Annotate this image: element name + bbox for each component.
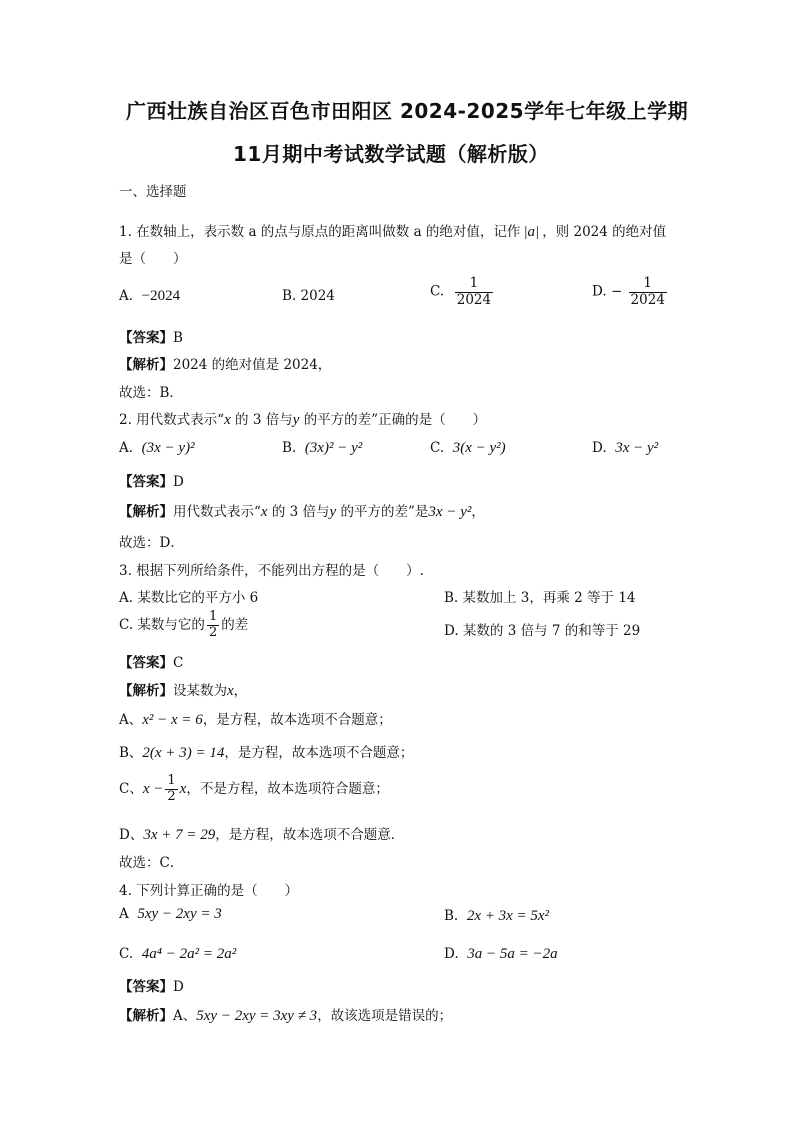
q1-answer: 【答案】B [119, 330, 183, 346]
q3-line-d: D、3x + 7 = 29，是方程，故本选项不合题意． [119, 827, 405, 843]
q4-option-d: D. 3a − 5a = −2a [444, 946, 558, 962]
q1-option-b-value: 2024 [300, 288, 335, 304]
q3-option-a: A. 某数比它的平方小 6 [119, 590, 259, 606]
q4-option-a: A 5xy − 2xy = 3 [119, 906, 222, 922]
q3-line-b: B、2(x + 3) = 14，是方程，故本选项不合题意； [119, 745, 414, 761]
q3-option-b: B. 某数加上 3，再乘 2 等于 14 [444, 590, 636, 606]
q2-answer: 【答案】D [119, 474, 184, 490]
q1-stem [119, 220, 666, 241]
q2-option-d: D. 3x − y² [592, 440, 659, 456]
q1-option-a [119, 288, 180, 305]
q1-option-c-label: C. [430, 283, 445, 300]
q1-option-b-label: B. [282, 288, 297, 304]
section-heading: 一、选择题 [119, 184, 187, 200]
q1-stem-b: ，则 2024 的绝对值 [542, 224, 667, 240]
title-line-1: 广西壮族自治区百色市田阳区 2024-2025学年七年级上学期 [126, 99, 689, 123]
q1-analysis: 【解析】2024 的绝对值是 2024， [119, 357, 332, 373]
q1-option-d-fraction: $\frac{1}{2024}$ [630, 275, 665, 308]
q1-option-c-fraction: $\frac{1}{2024}$ [456, 275, 492, 308]
q4-answer: 【答案】D [119, 979, 184, 995]
q1-option-c [430, 276, 495, 308]
q1-stem-c: 是（ ） [119, 251, 187, 267]
q1-option-d-label: D. [592, 283, 607, 300]
q1-stem-a: 1. 在数轴上，表示数 a 的点与原点的距离叫做数 a 的绝对值，记作 [119, 224, 521, 240]
q3-stem: 3. 根据下列所给条件，不能列出方程的是（ ）. [119, 563, 424, 579]
q2-option-b: B. (3x)² − y² [282, 440, 363, 456]
q1-conclusion: 故选：B． [119, 385, 183, 401]
q2-stem: 2. 用代数式表示“x 的 3 倍与y 的平方的差”正确的是（ ） [119, 412, 487, 428]
q4-option-c: C. 4a⁴ − 2a² = 2a² [119, 946, 237, 962]
q1-option-a-value: −2024 [141, 288, 181, 304]
q1-abs-symbol: |a| [523, 224, 540, 240]
q3-option-d: D. 某数的 3 倍与 7 的和等于 29 [444, 623, 641, 639]
q1-option-d-sign: − [610, 283, 623, 300]
q3-line-a: A、x² − x = 6，是方程，故本选项不合题意； [119, 712, 392, 728]
q1-option-a-label: A. [119, 288, 134, 304]
q3-option-c: C. 某数与它的 $\frac{1}{2}$ 的差 [119, 609, 249, 640]
q2-analysis: 【解析】用代数式表示“x 的 3 倍与y 的平方的差”是3x − y²， [119, 504, 485, 520]
q4-analysis: 【解析】A、5xy − 2xy = 3xy ≠ 3，故该选项是错误的； [119, 1008, 453, 1024]
q2-option-c: C. 3(x − y²) [430, 440, 506, 456]
q1-option-d [592, 276, 669, 308]
title-line-2: 11月期中考试数学试题（解析版） [233, 142, 549, 166]
q1-option-b [282, 288, 335, 304]
q3-option-c-fraction: $\frac{1}{2}$ [208, 609, 218, 640]
q4-stem: 4. 下列计算正确的是（ ） [119, 883, 299, 899]
q4-option-b: B. 2x + 3x = 5x² [444, 908, 550, 924]
q3-analysis: 【解析】设某数为x， [119, 683, 248, 699]
q3-conclusion: 故选：C． [119, 855, 184, 871]
q3-answer: 【答案】C [119, 655, 184, 671]
q2-option-a: A. (3x − y)² [119, 440, 195, 456]
q3-line-c: C、x − $\frac{1}{2}$ x，不是方程，故本选项符合题意； [119, 773, 389, 804]
q2-conclusion: 故选：D． [119, 535, 184, 551]
